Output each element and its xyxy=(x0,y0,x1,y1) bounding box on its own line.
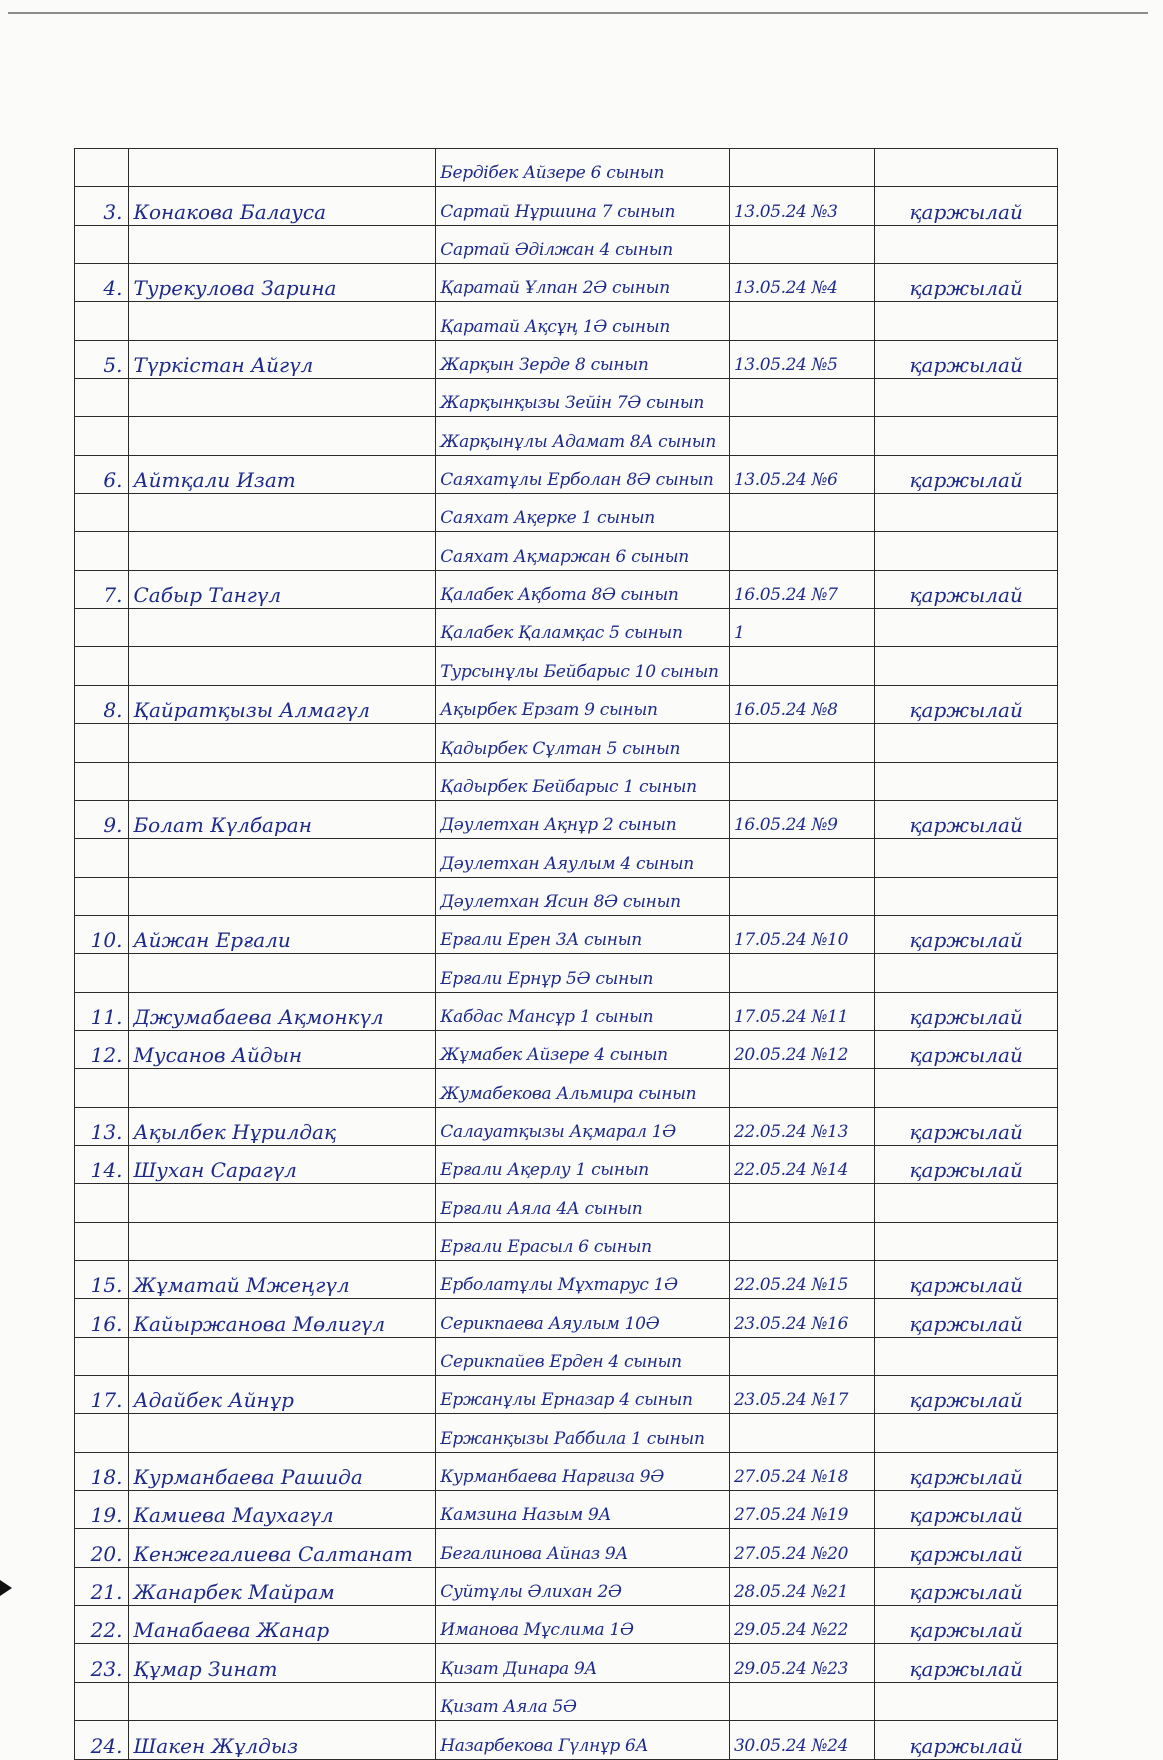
row-number-cell xyxy=(75,149,129,187)
table-row xyxy=(75,762,1058,800)
date-number-cell: 17.05.24 №10 xyxy=(729,915,874,953)
table-row xyxy=(75,609,1058,647)
row-number-cell xyxy=(75,647,129,685)
child-name-cell: Суйтұлы Әлихан 2Ә xyxy=(436,1567,730,1605)
aid-type-cell: қаржылай xyxy=(875,1721,1058,1760)
parent-name-cell: Сабыр Тангүл xyxy=(129,570,436,608)
parent-name-cell: Джумабаева Ақмонкүл xyxy=(129,992,436,1030)
date-number-cell xyxy=(729,762,874,800)
row-number-cell: 9. xyxy=(75,800,129,838)
table-row xyxy=(75,1606,1058,1644)
date-number-cell: 29.05.24 №23 xyxy=(729,1644,874,1682)
child-name-cell: Жумабекова Альмира сынып xyxy=(436,1069,730,1107)
child-name-cell: Дәулетхан Аяулым 4 сынып xyxy=(436,839,730,877)
parent-name-cell xyxy=(129,647,436,685)
child-name-cell: Турсынұлы Бейбарыс 10 сынып xyxy=(436,647,730,685)
parent-name-cell xyxy=(129,1414,436,1452)
aid-type-cell: қаржылай xyxy=(875,1606,1058,1644)
child-name-cell: Қаратай Ақсұң 1Ә сынып xyxy=(436,302,730,340)
date-number-cell xyxy=(729,225,874,263)
aid-type-cell: қаржылай xyxy=(875,1260,1058,1298)
date-number-cell xyxy=(729,417,874,455)
aid-type-cell xyxy=(875,379,1058,417)
row-number-cell: 17. xyxy=(75,1376,129,1414)
parent-name-cell xyxy=(129,724,436,762)
parent-name-cell xyxy=(129,839,436,877)
child-name-cell: Ерғали Ернұр 5Ә сынып xyxy=(436,954,730,992)
table-body xyxy=(75,149,1058,1760)
row-number-cell: 8. xyxy=(75,685,129,723)
aid-type-cell: қаржылай xyxy=(875,340,1058,378)
child-name-cell: Жарқынқызы Зейін 7Ә сынып xyxy=(436,379,730,417)
parent-name-cell: Ақылбек Нұрилдақ xyxy=(129,1107,436,1145)
date-number-cell: 22.05.24 №15 xyxy=(729,1260,874,1298)
parent-name-cell xyxy=(129,954,436,992)
child-name-cell: Саяхат Ақмаржан 6 сынып xyxy=(436,532,730,570)
parent-name-cell: Түркістан Айгүл xyxy=(129,340,436,378)
aid-type-cell xyxy=(875,762,1058,800)
table-row xyxy=(75,1682,1058,1720)
row-number-cell: 21. xyxy=(75,1567,129,1605)
aid-type-cell: қаржылай xyxy=(875,1644,1058,1682)
aid-type-cell: қаржылай xyxy=(875,685,1058,723)
row-number-cell: 10. xyxy=(75,915,129,953)
aid-type-cell: қаржылай xyxy=(875,1030,1058,1068)
child-name-cell: Сартай Нұршина 7 сынып xyxy=(436,187,730,225)
aid-type-cell xyxy=(875,302,1058,340)
child-name-cell: Серикпаева Аяулым 10Ә xyxy=(436,1299,730,1337)
date-number-cell: 27.05.24 №18 xyxy=(729,1452,874,1490)
child-name-cell: Сартай Әділжан 4 сынып xyxy=(436,225,730,263)
table-row xyxy=(75,149,1058,187)
row-number-cell: 11. xyxy=(75,992,129,1030)
child-name-cell: Назарбекова Гүлнұр 6А xyxy=(436,1721,730,1760)
table-row xyxy=(75,954,1058,992)
date-number-cell: 22.05.24 №14 xyxy=(729,1145,874,1183)
date-number-cell xyxy=(729,839,874,877)
table-row xyxy=(75,685,1058,723)
child-name-cell: Қизат Аяла 5Ә xyxy=(436,1682,730,1720)
parent-name-cell: Болат Күлбаран xyxy=(129,800,436,838)
child-name-cell: Ержанқызы Раббила 1 сынып xyxy=(436,1414,730,1452)
table-row xyxy=(75,1529,1058,1567)
child-name-cell: Бегалинова Айназ 9А xyxy=(436,1529,730,1567)
aid-type-cell: қаржылай xyxy=(875,1529,1058,1567)
table-row xyxy=(75,647,1058,685)
row-number-cell xyxy=(75,1222,129,1260)
parent-name-cell xyxy=(129,532,436,570)
child-name-cell: Қалабек Ақбота 8Ә сынып xyxy=(436,570,730,608)
parent-name-cell: Кайыржанова Мөлигүл xyxy=(129,1299,436,1337)
aid-type-cell xyxy=(875,1337,1058,1375)
date-number-cell: 13.05.24 №4 xyxy=(729,264,874,302)
row-number-cell xyxy=(75,954,129,992)
aid-type-cell xyxy=(875,609,1058,647)
table-row xyxy=(75,1337,1058,1375)
date-number-cell: 16.05.24 №8 xyxy=(729,685,874,723)
row-number-cell: 20. xyxy=(75,1529,129,1567)
date-number-cell: 16.05.24 №9 xyxy=(729,800,874,838)
table-row xyxy=(75,1376,1058,1414)
parent-name-cell xyxy=(129,149,436,187)
aid-type-cell xyxy=(875,149,1058,187)
row-number-cell: 7. xyxy=(75,570,129,608)
row-number-cell xyxy=(75,494,129,532)
parent-name-cell xyxy=(129,417,436,455)
parent-name-cell xyxy=(129,494,436,532)
date-number-cell xyxy=(729,149,874,187)
aid-type-cell xyxy=(875,1682,1058,1720)
date-number-cell xyxy=(729,1414,874,1452)
aid-type-cell: қаржылай xyxy=(875,1145,1058,1183)
child-name-cell: Дәулетхан Ақнұр 2 сынып xyxy=(436,800,730,838)
parent-name-cell xyxy=(129,1069,436,1107)
aid-type-cell xyxy=(875,647,1058,685)
date-number-cell: 29.05.24 №22 xyxy=(729,1606,874,1644)
table-row xyxy=(75,302,1058,340)
beneficiaries-table xyxy=(74,148,1058,1760)
row-number-cell xyxy=(75,1414,129,1452)
child-name-cell: Салауатқызы Ақмарал 1Ә xyxy=(436,1107,730,1145)
parent-name-cell: Манабаева Жанар xyxy=(129,1606,436,1644)
date-number-cell xyxy=(729,379,874,417)
date-number-cell: 30.05.24 №24 xyxy=(729,1721,874,1760)
row-number-cell xyxy=(75,724,129,762)
table-row xyxy=(75,800,1058,838)
date-number-cell xyxy=(729,1069,874,1107)
table-row xyxy=(75,417,1058,455)
row-number-cell: 4. xyxy=(75,264,129,302)
table-row xyxy=(75,1222,1058,1260)
date-number-cell: 27.05.24 №19 xyxy=(729,1491,874,1529)
child-name-cell: Ержанұлы Ерназар 4 сынып xyxy=(436,1376,730,1414)
child-name-cell: Дәулетхан Ясин 8Ә сынып xyxy=(436,877,730,915)
parent-name-cell xyxy=(129,1337,436,1375)
parent-name-cell xyxy=(129,1222,436,1260)
table-row xyxy=(75,225,1058,263)
aid-type-cell xyxy=(875,954,1058,992)
aid-type-cell xyxy=(875,1184,1058,1222)
row-number-cell: 13. xyxy=(75,1107,129,1145)
row-number-cell xyxy=(75,225,129,263)
aid-type-cell: қаржылай xyxy=(875,915,1058,953)
table-row xyxy=(75,1107,1058,1145)
row-number-cell xyxy=(75,532,129,570)
parent-name-cell xyxy=(129,302,436,340)
aid-type-cell xyxy=(875,724,1058,762)
parent-name-cell: Курманбаева Рашида xyxy=(129,1452,436,1490)
child-name-cell: Қаратай Ұлпан 2Ә сынып xyxy=(436,264,730,302)
row-number-cell: 6. xyxy=(75,455,129,493)
date-number-cell xyxy=(729,494,874,532)
child-name-cell: Иманова Мұслима 1Ә xyxy=(436,1606,730,1644)
date-number-cell: 17.05.24 №11 xyxy=(729,992,874,1030)
page-top-edge-line xyxy=(8,12,1148,14)
aid-type-cell xyxy=(875,225,1058,263)
child-name-cell: Ерғали Ерен 3А сынып xyxy=(436,915,730,953)
aid-type-cell xyxy=(875,1414,1058,1452)
table-row xyxy=(75,915,1058,953)
table-row xyxy=(75,379,1058,417)
aid-type-cell xyxy=(875,1222,1058,1260)
date-number-cell xyxy=(729,724,874,762)
parent-name-cell: Адайбек Айнұр xyxy=(129,1376,436,1414)
date-number-cell xyxy=(729,1337,874,1375)
table-row xyxy=(75,1414,1058,1452)
aid-type-cell xyxy=(875,417,1058,455)
table-row xyxy=(75,1260,1058,1298)
aid-type-cell xyxy=(875,839,1058,877)
table-row xyxy=(75,1644,1058,1682)
table-row xyxy=(75,340,1058,378)
child-name-cell: Камзина Назым 9А xyxy=(436,1491,730,1529)
table-row xyxy=(75,187,1058,225)
row-number-cell: 3. xyxy=(75,187,129,225)
table-row xyxy=(75,494,1058,532)
child-name-cell: Жарқынұлы Адамат 8А сынып xyxy=(436,417,730,455)
parent-name-cell: Турекулова Зарина xyxy=(129,264,436,302)
row-number-cell: 12. xyxy=(75,1030,129,1068)
date-number-cell: 23.05.24 №16 xyxy=(729,1299,874,1337)
row-number-cell: 22. xyxy=(75,1606,129,1644)
parent-name-cell: Шакен Жұлдыз xyxy=(129,1721,436,1760)
table-row xyxy=(75,839,1058,877)
aid-type-cell: қаржылай xyxy=(875,992,1058,1030)
date-number-cell: 27.05.24 №20 xyxy=(729,1529,874,1567)
parent-name-cell: Кенжегалиева Салтанат xyxy=(129,1529,436,1567)
row-number-cell: 23. xyxy=(75,1644,129,1682)
aid-type-cell xyxy=(875,532,1058,570)
child-name-cell: Ерғали Аяла 4А сынып xyxy=(436,1184,730,1222)
row-number-cell xyxy=(75,877,129,915)
table-row xyxy=(75,877,1058,915)
child-name-cell: Қадырбек Сұлтан 5 сынып xyxy=(436,724,730,762)
parent-name-cell: Жұматай Мжеңгүл xyxy=(129,1260,436,1298)
row-number-cell xyxy=(75,379,129,417)
row-number-cell xyxy=(75,417,129,455)
aid-type-cell: қаржылай xyxy=(875,1107,1058,1145)
aid-type-cell xyxy=(875,877,1058,915)
aid-type-cell: қаржылай xyxy=(875,455,1058,493)
child-name-cell: Саяхат Ақерке 1 сынып xyxy=(436,494,730,532)
row-number-cell: 16. xyxy=(75,1299,129,1337)
date-number-cell: 13.05.24 №6 xyxy=(729,455,874,493)
date-number-cell: 16.05.24 №7 xyxy=(729,570,874,608)
parent-name-cell: Айжан Ерғали xyxy=(129,915,436,953)
child-name-cell: Қалабек Қаламқас 5 сынып xyxy=(436,609,730,647)
table-row xyxy=(75,264,1058,302)
row-number-cell: 19. xyxy=(75,1491,129,1529)
row-number-cell: 18. xyxy=(75,1452,129,1490)
aid-type-cell: қаржылай xyxy=(875,1299,1058,1337)
row-number-cell: 24. xyxy=(75,1721,129,1760)
parent-name-cell xyxy=(129,225,436,263)
table-row xyxy=(75,1721,1058,1760)
child-name-cell: Саяхатұлы Ерболан 8Ә сынып xyxy=(436,455,730,493)
date-number-cell xyxy=(729,532,874,570)
date-number-cell xyxy=(729,647,874,685)
parent-name-cell xyxy=(129,609,436,647)
row-number-cell: 5. xyxy=(75,340,129,378)
row-number-cell: 15. xyxy=(75,1260,129,1298)
table-row xyxy=(75,1145,1058,1183)
date-number-cell xyxy=(729,1184,874,1222)
aid-type-cell xyxy=(875,494,1058,532)
row-number-cell xyxy=(75,302,129,340)
child-name-cell: Бердібек Айзере 6 сынып xyxy=(436,149,730,187)
date-number-cell xyxy=(729,1682,874,1720)
parent-name-cell xyxy=(129,762,436,800)
date-number-cell xyxy=(729,1222,874,1260)
child-name-cell: Серикпайев Ерден 4 сынып xyxy=(436,1337,730,1375)
parent-name-cell xyxy=(129,1682,436,1720)
parent-name-cell: Жанарбек Майрам xyxy=(129,1567,436,1605)
parent-name-cell xyxy=(129,877,436,915)
parent-name-cell: Шухан Сарагүл xyxy=(129,1145,436,1183)
parent-name-cell: Қайратқызы Алмагүл xyxy=(129,685,436,723)
aid-type-cell: қаржылай xyxy=(875,570,1058,608)
row-number-cell: 14. xyxy=(75,1145,129,1183)
aid-type-cell xyxy=(875,1069,1058,1107)
child-name-cell: Курманбаева Нарғиза 9Ә xyxy=(436,1452,730,1490)
aid-type-cell: қаржылай xyxy=(875,1491,1058,1529)
aid-type-cell: қаржылай xyxy=(875,187,1058,225)
table-row xyxy=(75,724,1058,762)
table-row xyxy=(75,1452,1058,1490)
parent-name-cell: Құмар Зинат xyxy=(129,1644,436,1682)
row-number-cell xyxy=(75,609,129,647)
scan-corner-mark xyxy=(0,1580,12,1596)
row-number-cell xyxy=(75,1069,129,1107)
parent-name-cell xyxy=(129,379,436,417)
child-name-cell: Қизат Динара 9А xyxy=(436,1644,730,1682)
parent-name-cell: Айтқали Изат xyxy=(129,455,436,493)
child-name-cell: Ерғали Ерасыл 6 сынып xyxy=(436,1222,730,1260)
table-row xyxy=(75,1184,1058,1222)
row-number-cell xyxy=(75,839,129,877)
parent-name-cell: Конакова Балауса xyxy=(129,187,436,225)
date-number-cell xyxy=(729,877,874,915)
parent-name-cell: Мусанов Айдын xyxy=(129,1030,436,1068)
row-number-cell xyxy=(75,1184,129,1222)
table-row xyxy=(75,1491,1058,1529)
parent-name-cell: Камиева Маухагүл xyxy=(129,1491,436,1529)
date-number-cell: 13.05.24 №5 xyxy=(729,340,874,378)
child-name-cell: Ерғали Ақерлу 1 сынып xyxy=(436,1145,730,1183)
aid-type-cell: қаржылай xyxy=(875,1567,1058,1605)
child-name-cell: Қадырбек Бейбарыс 1 сынып xyxy=(436,762,730,800)
table-row xyxy=(75,570,1058,608)
date-number-cell: 1 xyxy=(729,609,874,647)
date-number-cell xyxy=(729,302,874,340)
table-row xyxy=(75,455,1058,493)
date-number-cell: 20.05.24 №12 xyxy=(729,1030,874,1068)
table-row xyxy=(75,1069,1058,1107)
child-name-cell: Ерболатұлы Мұхтарус 1Ә xyxy=(436,1260,730,1298)
child-name-cell: Жарқын Зерде 8 сынып xyxy=(436,340,730,378)
aid-type-cell: қаржылай xyxy=(875,1376,1058,1414)
date-number-cell: 28.05.24 №21 xyxy=(729,1567,874,1605)
aid-type-cell: қаржылай xyxy=(875,264,1058,302)
row-number-cell xyxy=(75,1337,129,1375)
date-number-cell: 23.05.24 №17 xyxy=(729,1376,874,1414)
table-row xyxy=(75,992,1058,1030)
child-name-cell: Ақырбек Ерзат 9 сынып xyxy=(436,685,730,723)
aid-type-cell: қаржылай xyxy=(875,800,1058,838)
aid-type-cell: қаржылай xyxy=(875,1452,1058,1490)
table-row xyxy=(75,1030,1058,1068)
date-number-cell: 13.05.24 №3 xyxy=(729,187,874,225)
table-row xyxy=(75,532,1058,570)
table-row xyxy=(75,1299,1058,1337)
parent-name-cell xyxy=(129,1184,436,1222)
child-name-cell: Жұмабек Айзере 4 сынып xyxy=(436,1030,730,1068)
date-number-cell: 22.05.24 №13 xyxy=(729,1107,874,1145)
child-name-cell: Кабдас Мансұр 1 сынып xyxy=(436,992,730,1030)
date-number-cell xyxy=(729,954,874,992)
row-number-cell xyxy=(75,762,129,800)
row-number-cell xyxy=(75,1682,129,1720)
